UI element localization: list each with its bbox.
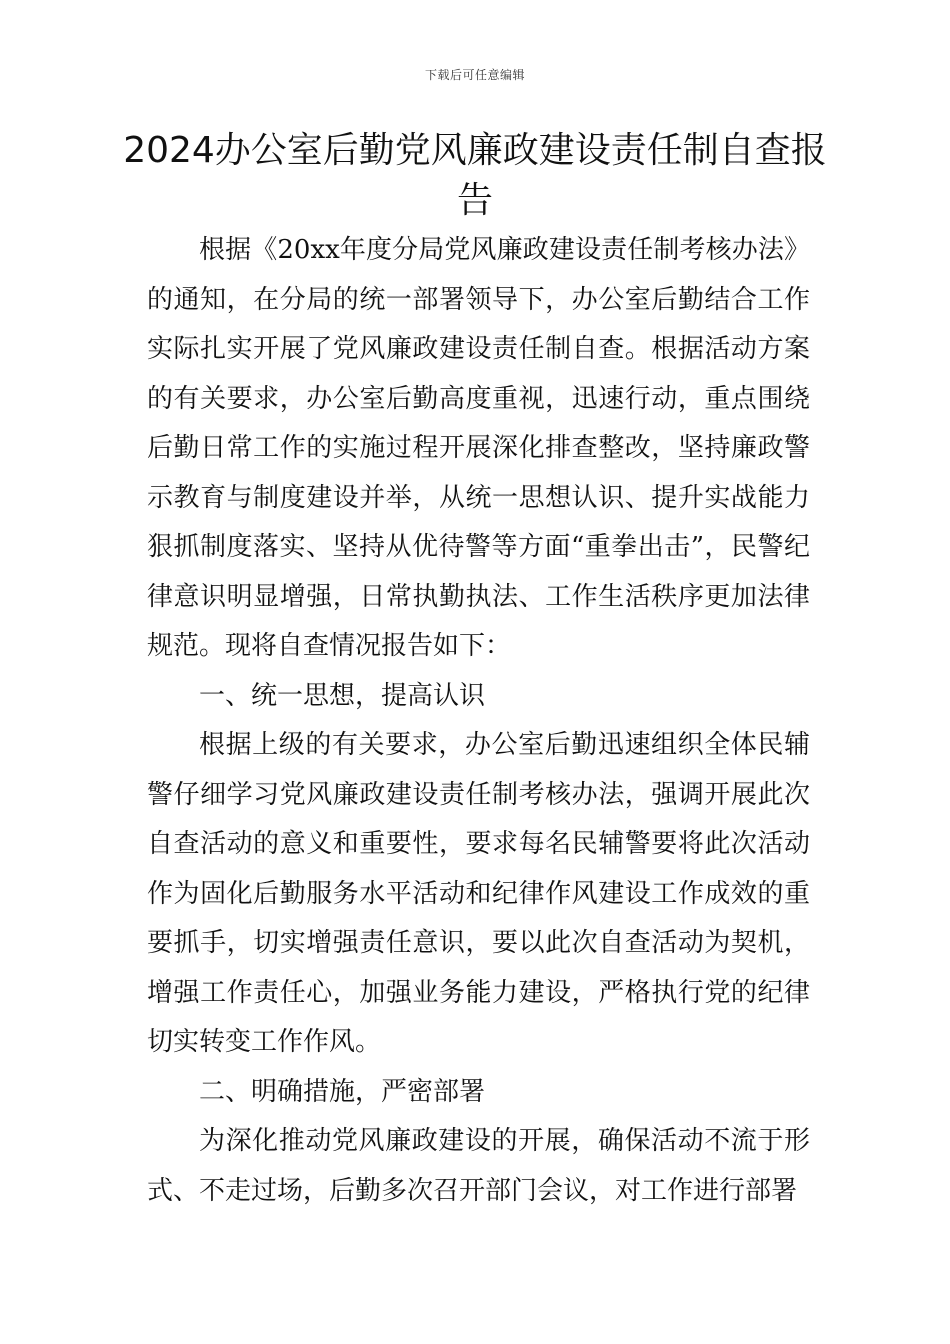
section-2-paragraph: 为深化推动党风廉政建设的开展，确保活动不流于形式、不走过场，后勤多次召开部门会议，对工作进行部署 xyxy=(147,1126,810,1206)
section-heading-2: 二、明确措施，严密部署 xyxy=(199,1076,486,1107)
document-body xyxy=(147,226,810,1216)
section-heading-1: 一、统一思想，提高认识 xyxy=(199,680,486,711)
document-title: 2024办公室后勤党风廉政建设责任制自查报告 xyxy=(123,130,827,221)
section-1-paragraph: 根据上级的有关要求，办公室后勤迅速组织全体民辅警仔细学习党风廉政建设责任制考核办法，强调开展此次自查活动的意义和重要性，要求每名民辅警要将此次活动作为固化后勤服务水平活动和纪律作风建设工作成效的重要抓手，切实增强责任意识，要以此次自查活动为契机，增强工作责任心，加强业务能力建设，严格执行党的纪律切实转变工作作风。 xyxy=(147,730,810,1057)
intro-paragraph: 根据《20xx年度分局党风廉政建设责任制考核办法》的通知，在分局的统一部署领导下，办公室后勤结合工作实际扎实开展了党风廉政建设责任制自查。根据活动方案的有关要求，办公室后勤高度重视，迅速行动，重点围绕后勤日常工作的实施过程开展深化排查整改，坚持廉政警示教育与制度建设并举，从统一思想认识、提升实战能力狠抓制度落实、坚持从优待警等方面“重拳出击”，民警纪律意识明显增强，日常执勤执法、工作生活秩序更加法律规范。现将自查情况报告如下： xyxy=(147,235,810,661)
header-note: 下载后可任意编辑 xyxy=(424,68,525,82)
